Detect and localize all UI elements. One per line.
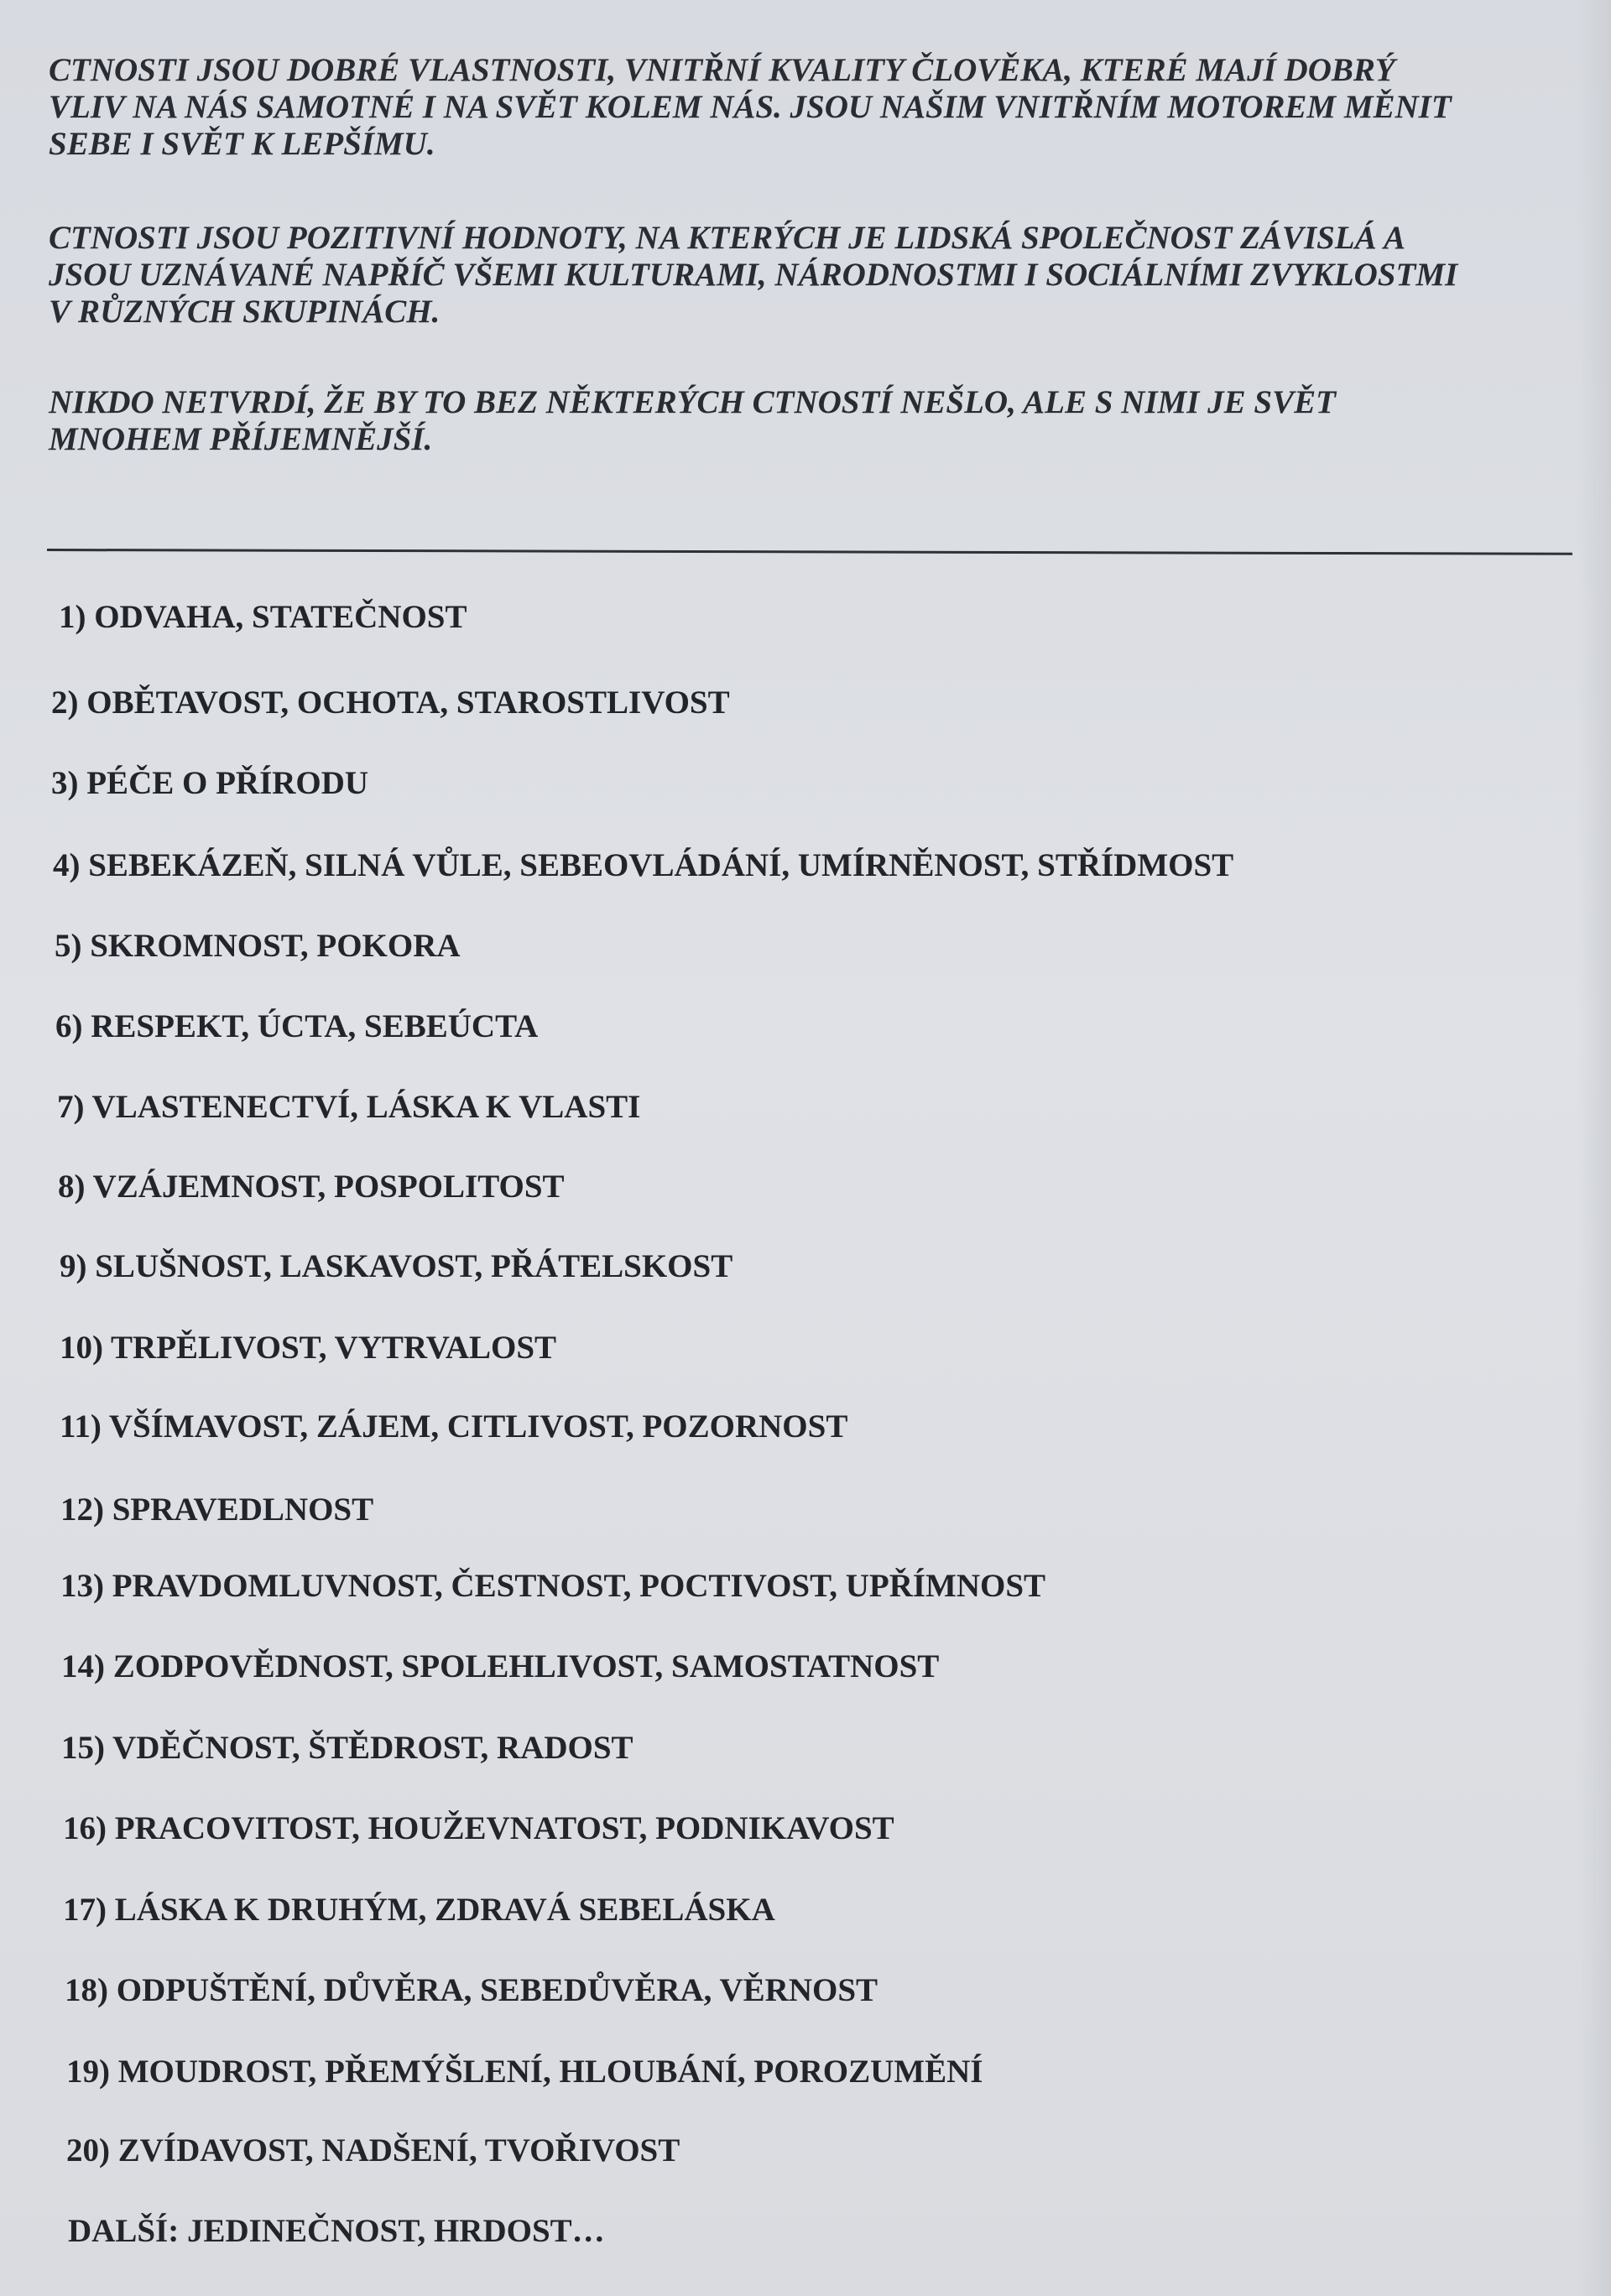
- footer-note: DALŠÍ: JEDINEČNOST, HRDOST…: [68, 2213, 605, 2249]
- list-item: 13) PRAVDOMLUVNOST, ČESTNOST, POCTIVOST, UPŘÍMNOST: [60, 1568, 1046, 1604]
- list-item: 6) RESPEKT, ÚCTA, SEBEÚCTA: [55, 1008, 539, 1044]
- list-item: 3) PÉČE O PŘÍRODU: [51, 765, 369, 801]
- list-item: 19) MOUDROST, PŘEMÝŠLENÍ, HLOUBÁNÍ, POROZUMĚNÍ: [66, 2054, 983, 2090]
- list-item: 20) ZVÍDAVOST, NADŠENÍ, TVOŘIVOST: [66, 2132, 680, 2168]
- list-item: 7) VLASTENECTVÍ, LÁSKA K VLASTI: [57, 1089, 641, 1125]
- list-item: 15) VDĚČNOST, ŠTĚDROST, RADOST: [61, 1730, 633, 1766]
- list-item: 10) TRPĚLIVOST, VYTRVALOST: [60, 1330, 557, 1366]
- list-item: 16) PRACOVITOST, HOUŽEVNATOST, PODNIKAVOST: [63, 1810, 894, 1846]
- intro-paragraph-2: CTNOSTI JSOU POZITIVNÍ HODNOTY, NA KTERÝCH JE LIDSKÁ SPOLEČNOST ZÁVISLÁ A JSOU UZNÁVANÉ NAPŘÍČ VŠEMI KULTURAMI, NÁRODNOSTMI I SOCIÁLNÍMI ZVYKLOSTMI V RŮZNÝCH SKUPINÁCH.: [49, 220, 1458, 330]
- list-item: 2) OBĚTAVOST, OCHOTA, STAROSTLIVOST: [51, 685, 730, 721]
- list-item: 12) SPRAVEDLNOST: [60, 1492, 374, 1528]
- list-item: 8) VZÁJEMNOST, POSPOLITOST: [58, 1169, 565, 1205]
- intro-paragraph-1: CTNOSTI JSOU DOBRÉ VLASTNOSTI, VNITŘNÍ KVALITY ČLOVĚKA, KTERÉ MAJÍ DOBRÝ VLIV NA NÁS SAMOTNÉ I NA SVĚT KOLEM NÁS. JSOU NAŠIM VNITŘNÍM MOTOREM MĚNIT SEBE I SVĚT K LEPŠÍMU.: [49, 52, 1452, 162]
- list-item: 17) LÁSKA K DRUHÝM, ZDRAVÁ SEBELÁSKA: [63, 1892, 775, 1928]
- list-item: 1) ODVAHA, STATEČNOST: [59, 599, 467, 635]
- list-item: 14) ZODPOVĚDNOST, SPOLEHLIVOST, SAMOSTATNOST: [61, 1648, 940, 1684]
- list-item: 11) VŠÍMAVOST, ZÁJEM, CITLIVOST, POZORNOST: [60, 1408, 848, 1445]
- list-item: 9) SLUŠNOST, LASKAVOST, PŘÁTELSKOST: [60, 1248, 733, 1284]
- list-item: 18) ODPUŠTĚNÍ, DŮVĚRA, SEBEDŮVĚRA, VĚRNOST: [65, 1972, 878, 2008]
- list-item: 5) SKROMNOST, POKORA: [55, 928, 461, 964]
- list-item: 4) SEBEKÁZEŇ, SILNÁ VŮLE, SEBEOVLÁDÁNÍ, UMÍRNĚNOST, STŘÍDMOST: [53, 847, 1234, 883]
- intro-paragraph-3: NIKDO NETVRDÍ, ŽE BY TO BEZ NĚKTERÝCH CTNOSTÍ NEŠLO, ALE S NIMI JE SVĚT MNOHEM PŘÍJEMNĚJŠÍ.: [49, 384, 1336, 457]
